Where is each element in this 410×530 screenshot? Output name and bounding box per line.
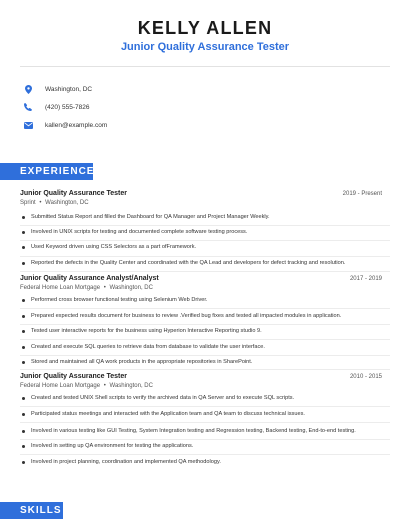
job-company-line [20,285,153,291]
location-pin-icon [23,84,33,94]
item-divider [20,422,390,423]
item-divider [20,339,390,340]
item-divider [20,439,390,440]
list-item [20,258,390,268]
candidate-name: KELLY ALLEN [137,18,273,38]
list-item [20,212,390,222]
list-item [20,409,390,419]
job-title: Junior Quality Assurance Tester [20,190,127,197]
bullet-dot [22,445,25,448]
bullet-dot [22,330,25,333]
bullet-text: Submitted Status Report and filled the Dashboard for QA Manager and Project Manager Weekly. [31,214,270,220]
job-company-line [20,200,89,206]
item-divider [20,324,390,325]
item-divider [20,308,390,309]
job-dates: 2017 - 2019 [349,276,382,282]
bullet-dot [22,246,25,249]
list-item [20,242,390,252]
job-location: Washington, DC [109,383,153,389]
list-item [20,357,390,367]
header-divider [20,66,390,67]
bullet-dot [22,299,25,302]
separator-dot: • [103,383,106,389]
skills-heading: SKILLS [0,502,63,519]
bullet-dot [22,413,25,416]
item-divider [20,225,390,226]
bullet-text: Involved in project planning, coordination and implemented QA methodology. [31,459,221,465]
bullet-text: Reported the defects in the Quality Center and coordinated with the QA Lead and developers for defect tracking and resolution. [31,260,346,266]
candidate-title: Junior Quality Assurance Tester [120,41,290,53]
job-company: Federal Home Loan Mortgage [20,285,101,291]
item-divider [20,240,390,241]
bullet-dot [22,361,25,364]
job-company: Sprint [20,200,36,206]
list-item [20,342,390,352]
list-item [20,441,390,451]
job-company: Federal Home Loan Mortgage [20,383,101,389]
bullet-dot [22,461,25,464]
bullet-text: Created and execute SQL queries to retrieve data from database to validate the user interface. [31,344,265,350]
item-divider [20,369,390,370]
bullet-dot [22,262,25,265]
item-divider [20,355,390,356]
email-icon [23,120,33,130]
bullet-dot [22,430,25,433]
bullet-text: Participated status meetings and interacted with the Application team and QA team to discuss technical issues. [31,411,305,417]
item-divider [20,271,390,272]
bullet-text: Stored and maintained all QA work products in the appropriate repositories in SharePoint. [31,359,253,365]
contact-email [20,118,320,132]
bullet-text: Created and tested UNIX Shell scripts to verify the archived data in QA Server and to execute SQL scripts. [31,395,295,401]
job-location: Washington, DC [109,285,153,291]
list-item [20,227,390,237]
job-title: Junior Quality Assurance Tester [20,373,127,380]
experience-heading: EXPERIENCE [0,163,93,180]
list-item [20,311,390,321]
email-text: kallen@example.com [45,121,108,129]
location-text: Washington, DC [45,85,93,93]
item-divider [20,454,390,455]
job-location: Washington, DC [45,200,89,206]
item-divider [20,406,390,407]
phone-text: (420) 555-7826 [45,103,90,111]
separator-dot: • [103,285,106,291]
list-item [20,326,390,336]
bullet-text: Involved in various testing like GUI Testing, System Integration testing and Regression testing, Backend testing, End-to-end testing. [31,428,356,434]
bullet-dot [22,231,25,234]
list-item [20,295,390,305]
bullet-text: Prepared expected results document for business to review .Verified bug fixes and tested all impacted modules in application. [31,313,342,319]
bullet-text: Performed cross browser functional testing using Selenium Web Driver. [31,297,208,303]
list-item [20,426,390,436]
list-item [20,393,390,403]
contact-location [20,82,320,96]
bullet-dot [22,315,25,318]
job-company-line [20,383,153,389]
separator-dot: • [39,200,42,206]
bullet-dot [22,397,25,400]
job-dates: 2010 - 2015 [349,374,382,380]
phone-icon [23,102,33,112]
list-item [20,457,390,467]
bullet-text: Involved in UNIX scripts for testing and documented complete software testing process. [31,229,248,235]
bullet-text: Tested user interactive reports for the business using Hyperion Interactive Reporting studio 9. [31,328,262,334]
contact-phone [20,100,320,114]
bullet-text: Used Keyword driven using CSS Selectors as a part ofFramework. [31,244,197,250]
bullet-dot [22,216,25,219]
job-dates: 2019 - Present [342,191,382,197]
bullet-dot [22,346,25,349]
job-title: Junior Quality Assurance Analyst/Analyst [20,275,159,282]
item-divider [20,256,390,257]
bullet-text: Involved in setting up QA environment for testing the applications. [31,443,194,449]
